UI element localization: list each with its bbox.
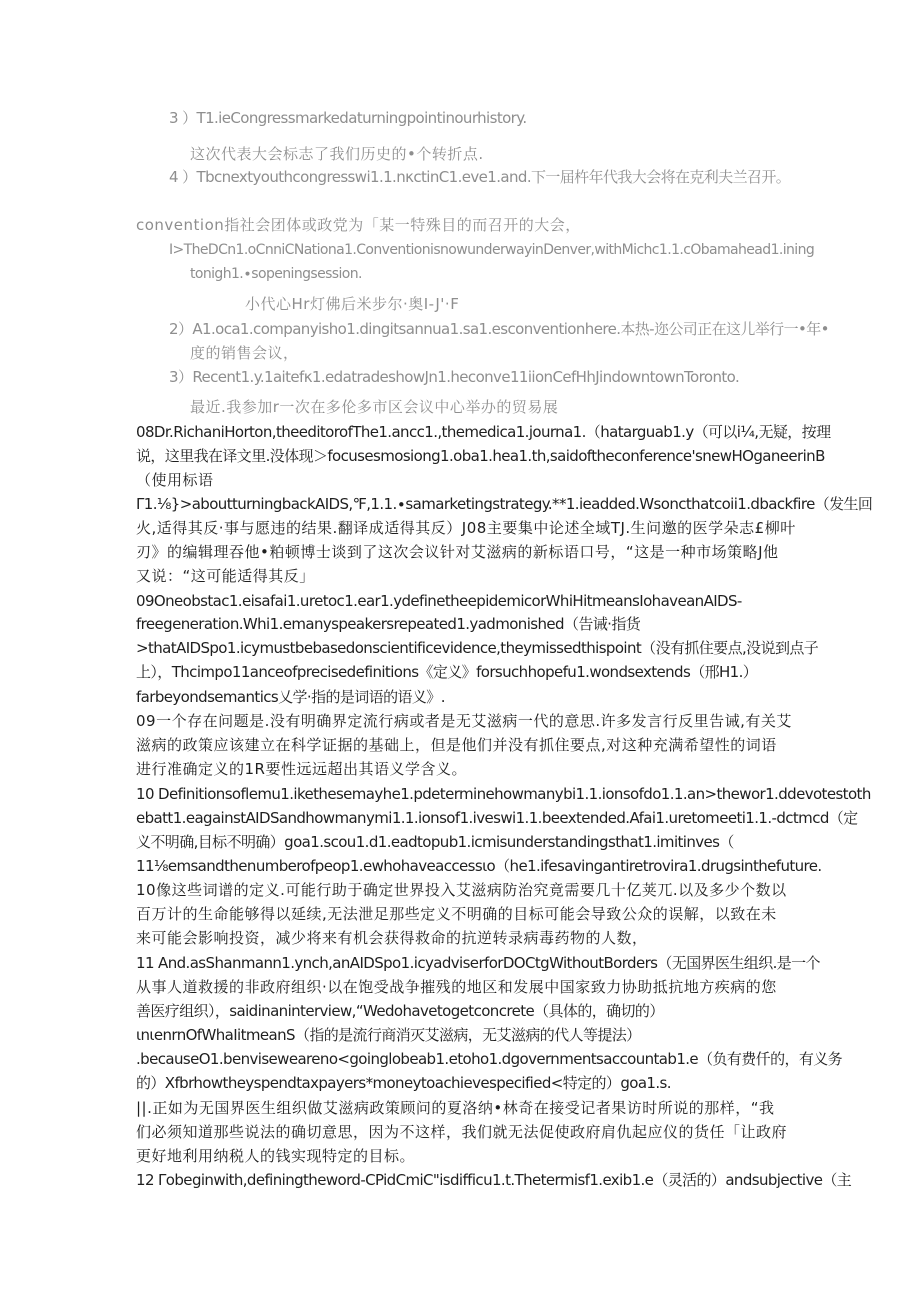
text-line: 滋病的政策应该建立在科学证据的基础上，但是他们并没有抓住要点,对这种充满希望性的词语 (136, 736, 777, 754)
text-line: 上），Thcimpo11anceofprecisedefinitions《定义》forsuchhopefu1.wondsextends（邢H1.） (136, 663, 758, 681)
text-line: 来可能会影响投资，减少将来有机会获得救命的抗逆转录病毒药物的人数， (136, 929, 648, 947)
text-line: 从事人道救援的非政府组织·以在饱受战争摧残的地区和发展中国家致力协助抵抗地方疾病的您 (136, 978, 777, 996)
text-line: tonigh1.∙sopeningsession. (190, 266, 362, 282)
text-line: 小代心Hr灯佛后米步尔·奥I-J'·F (245, 295, 460, 313)
text-line: 3 ）T1.ieCongressmarkedaturningpointinourhistory. (169, 109, 527, 127)
text-line: ||.正如为无国界医生组织做艾滋病政策顾问的夏洛纳•林奇在接受记者果访时所说的那样，“我 (136, 1099, 775, 1117)
text-line: 11⅛emsandthenumberofpeop1.ewhohaveaccessιo（he1.ifesavingantiretrovira1.drugsinthefuture. (136, 857, 822, 875)
text-line: 12 Γobeginwith,definingtheword-CPidCmiC"isdifficu1.t.Thetermisf1.exib1.e（灵活的）andsubjective（主 (136, 1171, 852, 1189)
text-line: freegeneration.Whi1.emanyspeakersrepeated1.yadmonished（告诫·指货 (136, 615, 641, 633)
text-line: 10 Definitionsoflemu1.ikethesemayhe1.pdeterminehowmanybi1.1.ionsofdo1.1.an>thewor1.ddevotestoth (136, 785, 871, 803)
text-line: >thatAIDSpo1.icymustbebasedonscientificevidence,theymissedthispoint（没有抓住要点,没说到点子 (136, 639, 819, 657)
text-line: 说，这里我在译文里.没体现＞focusesmosiong1.oba1.hea1.th,saidoftheconference'snewHOganeerinB (136, 447, 825, 465)
text-line: farbeyondsemantics乂学·指的是词语的语义》. (136, 688, 445, 706)
text-line: .becauseO1.benvisewearenο<goinglobeab1.etoho1.dgovernmentsaccountab1.e（负有费仟的，有义务 (136, 1050, 843, 1068)
text-line: 3）Recent1.y.1aitefκ1.edatradeshowJn1.heconve11iionCefHhJindowntownToronto. (169, 368, 740, 386)
text-line: 又说：“这可能适得其反」 (136, 567, 315, 585)
text-line: 火,适得其反·事与愿违的结果.翻译成适得其反）J08主要集中论述全域TJ.生问邀的医学朵志£柳叶 (136, 519, 796, 537)
text-line: 义不明确,目标不明确）goa1.scou1.d1.eadtopub1.icmisunderstandingsthat1.imitinves（ (136, 833, 734, 851)
text-line: 进行准确定义的1R要性远远超出其语义学含义。 (136, 760, 467, 778)
text-line: Γ1.⅛}>aboutturningbackAIDS,℉,1.1.∙samarketingstrategy.**1.ieadded.Wsoncthatcoii1.dbackfire（发生回 (136, 495, 873, 513)
text-line: ebatt1.eagainstAIDSandhowmanymi1.1.ionsof1.iveswi1.1.beextended.Afai1.uretomeeti1.1.-dctmcd（定 (136, 809, 858, 827)
text-line: 百万计的生命能够得以延续,无法泄足那些定义不明确的目标可能会导致公众的误解，以致在未 (136, 905, 777, 923)
text-line: 更好地利用纳税人的钱实现特定的目标。 (136, 1147, 416, 1165)
text-line: I>TheDCn1.oCnniCNationa1.ConventionisnowunderwayinDenver,withMichc1.1.cObamahead1.ining (169, 242, 815, 258)
text-line: （使用标语 (136, 471, 214, 489)
text-line: 2）A1.oca1.companyisho1.dingitsannua1.sa1.esconventionhere.本热-迩公司正在这儿举行一•年• (169, 320, 829, 338)
text-line: 的）Xfbrhowtheyspendtaxpayers*moneytoachievespecified<特定的）goa1.s. (136, 1074, 671, 1092)
text-line: 09Oneobstac1.eisafai1.uretoc1.ear1.ydefinetheepidemicorWhiHitmeansIohaveanAIDS- (136, 592, 742, 610)
text-line: 09一个存在问题是.没有明确界定流行病或者是无艾滋病一代的意思.许多发言行反里告诫,有关艾 (136, 712, 792, 730)
text-line: 4 ）Tbcnextyouthcongresswi1.1.nκctinC1.eve1.and.下一届杵年代我大会将在克利夫兰召开。 (169, 168, 791, 186)
text-line: 这次代表大会标志了我们历史的•个转折点. (190, 145, 484, 163)
text-line: 们必须知道那些说法的确切意思，因为不这样，我们就无法促使政府肩仇起应仪的货任「让政府 (136, 1123, 788, 1141)
text-line: 最近.我参加r一次在多伦多市区会议中心举办的贸易展 (190, 398, 559, 416)
text-line: 08Dr.RichaniHorton,theeditorofThe1.ancc1.,themedica1.journa1.（hatarguab1.y（可以i¼,无疑，按理 (136, 423, 831, 441)
text-line: 刃》的编辑理吞他•粕顿博士谈到了这次会议针对艾滋病的新标语口号，“这是一种市场策略J他 (136, 543, 779, 561)
text-line: 度的销售会议， (190, 344, 299, 362)
text-line: ιnιenrnOfWhaIitmeanS（指的是流行商消灭艾滋病，无艾滋病的代人等提法） (136, 1026, 641, 1044)
text-line: 10像这些词谱的定义.可能行助于确定世界投入艾滋病防治究竟需要几十亿荚兀.以及多少个数以 (136, 881, 787, 899)
text-line: convention指社会团体或政党为「某一特殊目的而召开的大会， (136, 216, 581, 234)
text-line: 11 And.asShanmann1.ynch,anAIDSpo1.icyadviserforDOCtgWithoutBorders（无国界医生组织.是一个 (136, 954, 820, 972)
text-line: 善医疗组织），saidinaninterview,“Wedohavetogetconcrete（具体的，确切的） (136, 1002, 664, 1020)
